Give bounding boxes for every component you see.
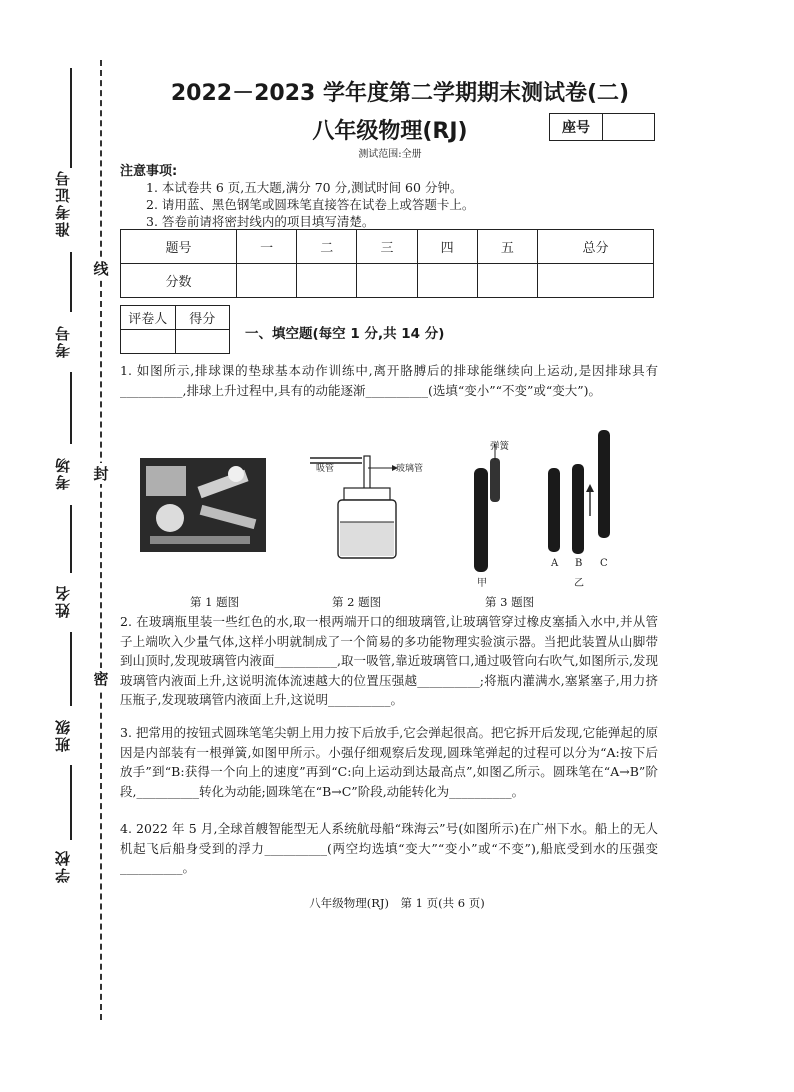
seat-label: 座号	[550, 114, 603, 140]
score-header-cell: 四	[417, 230, 477, 264]
label-exam-number: 考号	[54, 324, 72, 358]
points-header: 得分	[175, 306, 230, 330]
score-cell[interactable]	[357, 264, 417, 298]
label-school: 学校	[54, 849, 72, 883]
score-header-cell: 题号	[121, 230, 237, 264]
label-class: 班级	[54, 718, 72, 752]
score-table	[120, 229, 654, 298]
score-cell[interactable]	[237, 264, 297, 298]
page-footer: 八年级物理(RJ) 第 1 页(共 6 页)	[309, 896, 485, 910]
seat-number-box[interactable]	[549, 113, 655, 141]
score-row-label: 分数	[121, 264, 237, 298]
seal-char-seal: 封	[93, 465, 109, 483]
rule-2	[70, 252, 72, 312]
grader-header: 评卷人	[121, 306, 176, 330]
figure-2-tube-label: 玻璃管	[396, 464, 424, 474]
score-header-cell: 三	[357, 230, 417, 264]
rule-6	[70, 765, 72, 840]
question-3: 3. 把常用的按钮式圆珠笔笔尖朝上用力按下后放手,它会弹起很高。把它拆开后发现,它能弹起的原因是内部装有一根弹簧,如图甲所示。小强仔细观察后发现,圆珠笔弹起的过程可以分为“A:按下后放手”到“B:获得一个向上的速度”再到“C:向上运动到达最高点”,如图乙所示。圆珠笔在“A→B”阶段,__________转化为动能;圆珠笔在“B→C”阶段,动能转化为__________。	[120, 725, 658, 799]
exam-title: 2022－2023 学年度第二学期期末测试卷(二)	[170, 81, 630, 106]
figure-3-c-label: C	[600, 558, 608, 569]
score-header-cell: 二	[297, 230, 357, 264]
question-4: 4. 2022 年 5 月,全球首艘智能型无人系统航母船“珠海云”号(如图所示)在广州下水。船上的无人机起飞后船身受到的浮力__________(两空均选填“变大”“变小”或“不变”),船底受到水的压强变__________。	[120, 821, 658, 875]
grader-cell[interactable]	[121, 330, 176, 354]
grader-table	[120, 305, 230, 354]
label-exam-room: 考场	[54, 456, 72, 490]
seal-char-secret: 密	[93, 670, 109, 688]
note-2: 2. 请用蓝、黑色钢笔或圆珠笔直接答在试卷上或答题卡上。	[146, 197, 475, 212]
score-header-cell: 总分	[537, 230, 653, 264]
score-table-header-row	[121, 230, 654, 264]
score-cell[interactable]	[477, 264, 537, 298]
note-1: 1. 本试卷共 6 页,五大题,满分 70 分,测试时间 60 分钟。	[146, 180, 463, 195]
score-header-cell: 五	[477, 230, 537, 264]
rule-4	[70, 505, 72, 573]
figure-3-a-label: A	[551, 558, 559, 569]
figure-3-jia-label: 甲	[477, 578, 487, 589]
question-1: 1. 如图所示,排球课的垫球基本动作训练中,离开胳膊后的排球能继续向上运动,是因排球具有__________,排球上升过程中,具有的动能逐渐__________(选填“变小”“不变”或“变大”)。	[120, 363, 658, 398]
figure-3-spring-label: 弹簧	[490, 441, 510, 452]
subject-title: 八年级物理(RJ)	[312, 119, 468, 144]
rule-5	[70, 632, 72, 706]
rule-3	[70, 372, 72, 444]
figure-1-caption: 第 1 题图	[190, 595, 240, 609]
note-3: 3. 答卷前请将密封线内的项目填写清楚。	[146, 214, 375, 229]
score-cell[interactable]	[417, 264, 477, 298]
figure-2-caption: 第 2 题图	[332, 595, 382, 609]
score-table-value-row	[121, 264, 654, 298]
score-cell[interactable]	[537, 264, 653, 298]
points-cell[interactable]	[175, 330, 230, 354]
seat-number-field[interactable]	[603, 114, 654, 140]
figure-3-b-label: B	[575, 558, 583, 569]
figure-1-photo	[140, 458, 266, 552]
test-scope: 测试范围:全册	[358, 149, 422, 160]
label-exam-id: 准考证号	[54, 169, 72, 237]
figure-3-yi-label: 乙	[574, 578, 584, 589]
figure-2-straw-label: 吸管	[316, 464, 335, 474]
section-1-title: 一、填空题(每空 1 分,共 14 分)	[245, 326, 445, 342]
score-cell[interactable]	[297, 264, 357, 298]
seal-char-line: 线	[93, 260, 109, 278]
seal-dashed-line	[100, 60, 102, 1020]
rule-1	[70, 68, 72, 168]
notes-title: 注意事项:	[120, 164, 178, 179]
question-2: 2. 在玻璃瓶里装一些红色的水,取一根两端开口的细玻璃管,让玻璃管穿过橡皮塞插入水中,并从管子上端吹入少量气体,这样小明就制成了一个简易的多功能物理实验演示器。当把此装置从山脚带到山顶时,发现玻璃管内液面__________,取一吸管,靠近玻璃管口,通过吸管向右吹气,如图所示,发现玻璃管内液面上升,这说明流体流速越大的位置压强越__________;将瓶内灌满水,塞紧塞子,用力挤压瓶子,发现玻璃管内液面上升,这说明__________。	[120, 614, 658, 707]
figure-3-caption: 第 3 题图	[485, 595, 535, 609]
label-name: 姓名	[54, 584, 72, 618]
score-header-cell: 一	[237, 230, 297, 264]
